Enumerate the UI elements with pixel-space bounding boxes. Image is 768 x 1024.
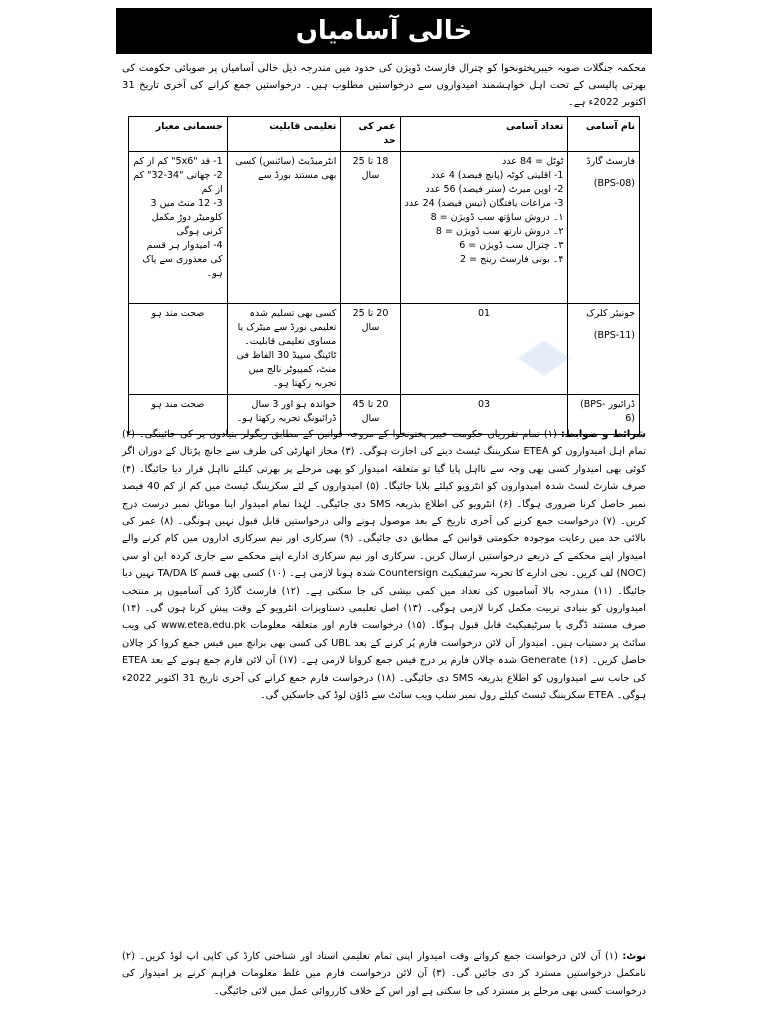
note-label: نوٹ: — [622, 950, 646, 962]
age-cell: 20 تا 45 سال — [341, 395, 400, 435]
post-grade: (BPS-11) — [593, 330, 635, 341]
physical-cell: صحت مند ہو — [129, 304, 228, 395]
post-name: جونیئر کلرک — [586, 308, 635, 319]
note-section — [122, 938, 646, 1010]
conditions-text: (۱) تمام تقرریاں حکومت خیبر پختونخوا کے مروجہ قوانین کے مطابق ریگولر بنیادوں پر کی جائینگی۔ (۲) تمام اہل امیدواروں کو ETEA سکریننگ ٹیسٹ دینے کی اجازت ہوگی۔ (۳) مجاز اتھارٹی کی طرف سے جانچ پڑتال کے دوران اگر کوئی بھی امیدوار کسی بھی وجہ سے نااہل پایا گیا تو متعلقہ امیدوار کو بھی مرحلے پر بھرتی کیلئے نااہل قرار دیا جائیگا۔ (۴) صرف شارٹ لسٹ شدہ امیدواروں کو انٹرویو کیلئے بلایا جائیگا۔ (۵) امیدواروں کے لئے سکریننگ ٹیسٹ میں کم از کم 40 فیصد نمبر حاصل کرنا ضروری ہوگا۔ (۶) انٹرویو کی اطلاع بذریعہ SMS دی جائیگی۔ لہٰذا تمام امیدوار اپنا موبائل نمبر درست درج کریں۔ (۷) درخواست جمع کرنے کی آخری تاریخ کے بعد موصول ہونے والی درخواستیں قابل قبول نہیں ہونگی۔ (۸) عمر کی بالائی حد میں رعایت موجودہ حکومتی قوانین کے مطابق دی جائیگی۔ (۹) سرکاری اور نیم سرکاری اداروں میں کام کرنے والے امیدوار اپنے محکمے کے ذریعے درخواستیں ارسال کریں۔ سرکاری اور نیم سرکاری ادارے اپنے محکمے سے جاری کردہ این او سی (NOC) لف کریں۔ نجی ادارے کا تجربہ سرٹیفیکیٹ Countersign شدہ ہونا لازمی ہے۔ (۱۰) کسی بھی قسم کا TA/DA نہیں دیا جائیگا۔ (۱۱) مندرجہ بالا آسامیوں کی تعداد میں کمی بیشی کی جا سکتی ہے۔ (۱۲) فارسٹ گارڈ کی آسامیوں پر منتخب امیدواروں کو بنیادی تربیت مکمل کرنا لازمی ہوگی۔ (۱۳) اصل تعلیمی دستاویزات انٹرویو کے وقت پیش کرنا ہوں گی۔ (۱۴) صرف مستند ڈگری یا سرٹیفیکیٹ قابل قبول ہوگا۔ (۱۵) درخواست فارم اور متعلقہ معلومات www.etea.edu.pk کی ویب سائٹ پر دستیاب ہیں۔ امیدوار آن لائن درخواست فارم پُر کرنے کے بعد UBL کی کسی بھی برانچ میں فیس جمع کروا کر چالان حاصل کریں۔ (۱۶) Generate شدہ چالان فارم پر درج فیس جمع کروانا لازمی ہے۔ (۱۷) آن لائن فارم جمع ہونے کے بعد ETEA کی جانب سے امیدواروں کو اطلاع بذریعہ SMS دی جائیگی۔ (۱۸) درخواست فارم جمع کرانے کی آخری تاریخ 31 اکتوبر 2022ء ہوگی۔ ETEA سکریننگ ٹیسٹ کیلئے رول نمبر سلپ ویب سائٹ سے ڈاؤن لوڈ کی جاسکیں گی۔ — [122, 429, 647, 702]
advertisement-page — [116, 8, 652, 1020]
count-line: ۱۔ دروش ساؤتھ سب ڈویژن = 8 — [430, 212, 564, 223]
count-line: 3- مراعات یافتگان (تیس فیصد) 24 عدد — [404, 198, 564, 209]
count-cell — [400, 152, 568, 304]
post-grade: (BPS-6) — [580, 399, 635, 424]
post-cell — [568, 152, 640, 304]
header-qualification: تعلیمی قابلیت — [227, 117, 341, 152]
header-post: نام آسامی — [568, 117, 640, 152]
physical-line: 1- قد "5x6" کم از کم — [133, 156, 223, 167]
count-cell: 01 — [400, 304, 568, 395]
header-age: عمر کی حد — [341, 117, 400, 152]
qualification-cell: خواندہ ہو اور 3 سال ڈرائیونگ تجربہ رکھتا ہو۔ — [227, 395, 341, 435]
header-count: تعداد آسامی — [400, 117, 568, 152]
header-physical: جسمانی معیار — [129, 117, 228, 152]
count-line: ۳۔ چترال سب ڈویژن = 6 — [459, 240, 564, 251]
qualification-cell: انٹرمیڈیٹ (سائنس) کسی بھی مستند بورڈ سے — [227, 152, 341, 304]
count-line: ٹوٹل = 84 عدد — [502, 156, 564, 167]
count-cell: 03 — [400, 395, 568, 435]
vacancy-table — [128, 116, 640, 435]
age-cell: 20 تا 25 سال — [341, 304, 400, 395]
post-name: ڈرائیور — [608, 399, 635, 410]
note-text: (۱) آن لائن درخواست جمع کرواتے وقت امیدوار اپنی تمام تعلیمی اسناد اور شناختی کارڈ کی کاپی اپ لوڈ کریں۔ (۲) نامکمل درخواستیں مسترد کر دی جائیں گی۔ (۳) آن لائن درخواست فارم میں غلط معلومات فراہم کرنے پر امیدوار کی درخواست کسی بھی مرحلے پر مسترد کی جا سکتی ہے اور اس کے خلاف کارروائی عمل میں لائی جائیگی۔ — [122, 950, 646, 997]
conditions-section — [122, 426, 646, 705]
physical-line: 4- امیدوار ہر قسم کی معذوری سے پاک ہو۔ — [142, 240, 223, 279]
count-line: 2- اوپن میرٹ (ستر فیصد) 56 عدد — [425, 184, 564, 195]
conditions-label: شرائط و ضوابط: — [560, 429, 646, 440]
intro-paragraph: محکمہ جنگلات صوبہ خیبرپختونخوا کو چترال فارسٹ ڈویژن کی حدود میں مندرجہ ذیل خالی آسامیاں پر صوبائی حکومت کی بھرتی پالیسی کے تحت اہل خواہشمند امیدواروں سے درخواستیں مطلوب ہیں۔ درخواستیں جمع کرانے کی آخری تاریخ 31 اکتوبر 2022ء ہے۔ — [122, 63, 646, 108]
physical-line: 2- چھاتی "34-32" کم از کم — [133, 170, 223, 195]
age-cell: 18 تا 25 سال — [341, 152, 400, 304]
post-cell — [568, 304, 640, 395]
count-line: ۲۔ دروش نارتھ سب ڈویژن = 8 — [435, 226, 564, 237]
page-title: خالی آسامیاں — [116, 8, 652, 54]
post-name: فارسٹ گارڈ — [586, 156, 635, 167]
physical-cell — [129, 152, 228, 304]
post-grade: (BPS-08) — [593, 178, 635, 189]
physical-line: 3- 12 منٹ میں 3 کلومیٹر دوڑ مکمل کرنی ہوگی — [150, 198, 223, 237]
physical-cell: صحت مند ہو — [129, 395, 228, 435]
table-header-row — [129, 117, 640, 152]
qualification-cell: کسی بھی تسلیم شدہ تعلیمی بورڈ سے میٹرک یا مساوی تعلیمی قابلیت۔ ٹائپنگ سپیڈ 30 الفاظ فی منٹ، کمپیوٹر نالج میں تجربہ رکھتا ہو۔ — [227, 304, 341, 395]
table-row — [129, 152, 640, 304]
watermark-logo-icon — [514, 338, 574, 378]
count-line: 1- اقلیتی کوٹہ (پانچ فیصد) 4 عدد — [430, 170, 564, 181]
count-line: ۴۔ بونی فارسٹ رینج = 2 — [460, 254, 564, 265]
